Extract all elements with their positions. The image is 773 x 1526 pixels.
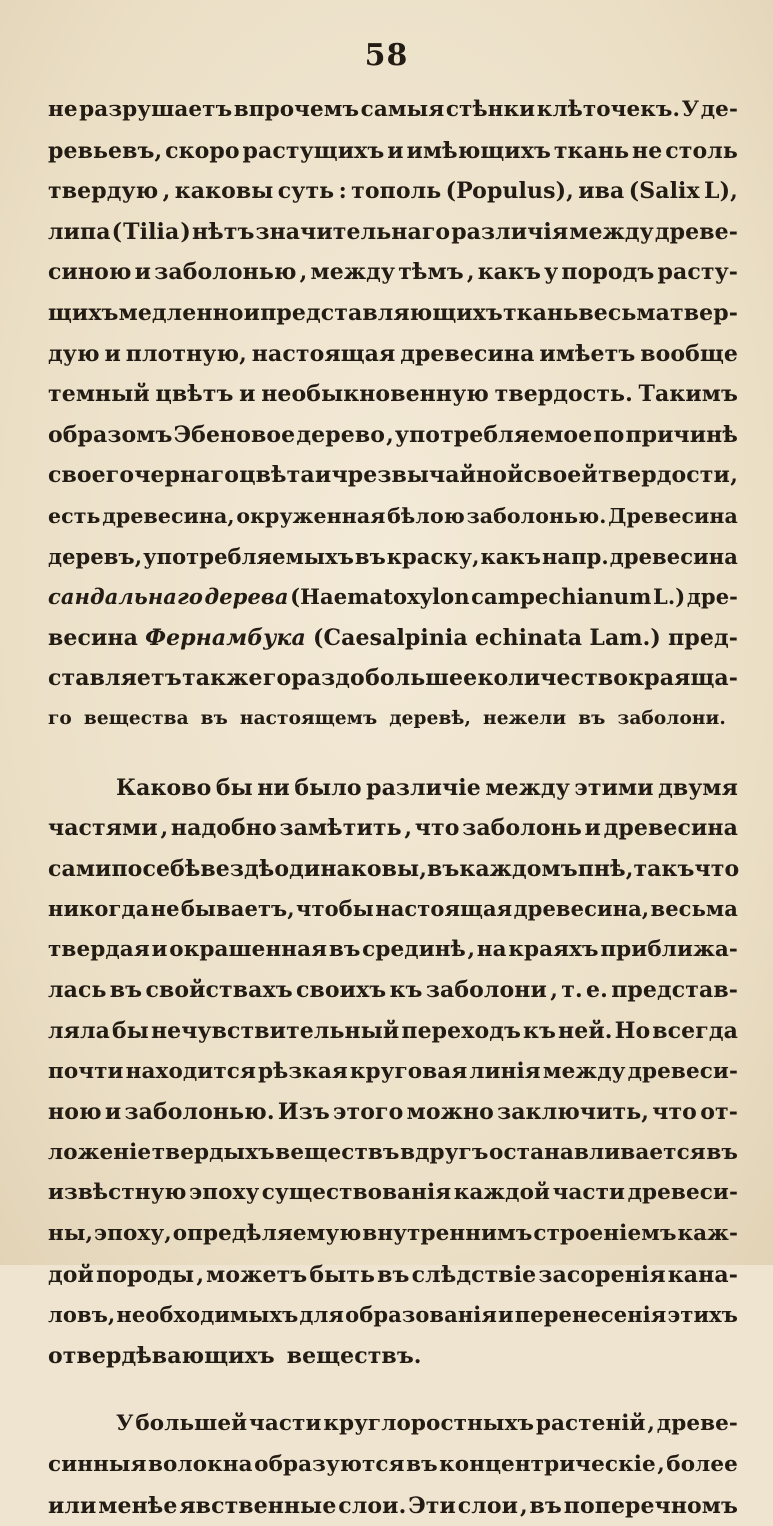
word: пред-	[668, 624, 738, 651]
word: и	[104, 340, 121, 367]
word: т.	[561, 977, 583, 1004]
word: ны,	[48, 1221, 94, 1247]
word: клѣточекъ.	[536, 97, 681, 122]
word: ловъ,	[48, 1302, 116, 1328]
word: твердая	[48, 936, 150, 962]
word: синныя	[48, 1452, 147, 1477]
word: дую	[48, 340, 100, 367]
text-line	[48, 930, 738, 971]
word: древесина	[400, 340, 535, 367]
word: ,	[160, 815, 169, 842]
word: къ	[523, 1018, 556, 1045]
text-line	[48, 537, 738, 578]
word: веществъ.	[286, 1342, 422, 1369]
word: круговая	[349, 1058, 468, 1084]
word: ,	[162, 178, 171, 205]
word: чернаго	[134, 462, 240, 489]
word: деревѣ,	[389, 707, 472, 729]
word: этого	[333, 1099, 404, 1126]
word: ,	[386, 421, 394, 448]
word: также	[182, 665, 263, 692]
word: рѣзкая	[258, 1058, 348, 1084]
page-number: 58	[364, 38, 409, 73]
word: ставляетъ	[48, 665, 182, 692]
word: количество	[477, 665, 628, 692]
word: чрезвычайной	[331, 462, 524, 489]
word: гораздо	[262, 665, 365, 692]
word: между	[485, 774, 570, 801]
text-line	[48, 455, 738, 496]
word: къ	[389, 977, 423, 1004]
word: каж-	[677, 1221, 738, 1247]
text-line	[48, 1173, 738, 1214]
word: большей	[135, 1411, 248, 1437]
text-line	[48, 374, 738, 415]
word: вещества	[83, 707, 189, 729]
word: необходимыхъ	[116, 1302, 299, 1328]
word: окрашенная	[169, 936, 328, 962]
text-line	[48, 212, 738, 253]
word: ,	[196, 1261, 205, 1288]
word: заболонью.	[124, 1099, 275, 1126]
word: заболони.	[617, 707, 726, 729]
word: echinata	[474, 624, 583, 651]
word: образованія	[345, 1302, 497, 1328]
word: древесина	[603, 815, 738, 842]
word: большее	[365, 665, 478, 692]
word: срединѣ	[362, 936, 466, 962]
word: въ	[328, 936, 361, 962]
word: не	[632, 137, 663, 164]
word: въ	[706, 1139, 738, 1165]
word: впрочемъ	[233, 97, 360, 122]
text-line	[48, 1445, 738, 1486]
word: различіе	[366, 774, 481, 801]
word: настоящемъ	[239, 707, 378, 729]
word: campechianum	[471, 584, 652, 610]
word: твердость.	[494, 381, 633, 408]
word: и	[243, 299, 261, 326]
text-line	[48, 1092, 738, 1133]
word: древесина	[609, 543, 738, 569]
text-line	[48, 1295, 738, 1336]
word: приближа-	[600, 936, 738, 962]
word: заболонью.	[466, 503, 607, 528]
word: и	[134, 259, 152, 286]
word: ляла	[48, 1018, 110, 1045]
text-body	[48, 90, 738, 1526]
word: вездѣ	[200, 855, 275, 882]
word: ,	[466, 259, 475, 286]
word: ,	[647, 1411, 655, 1437]
text-line	[48, 171, 738, 212]
word: или	[48, 1492, 97, 1519]
paragraph-gap	[48, 740, 738, 768]
word: останавливается	[489, 1139, 706, 1165]
word: Такимъ	[638, 381, 738, 408]
word: слѣдствіе	[411, 1261, 537, 1288]
word: е.	[586, 977, 608, 1004]
word: дерево	[296, 421, 385, 448]
text-line	[48, 1011, 738, 1052]
word: нечувствительный	[150, 1018, 400, 1045]
word: образомъ	[48, 421, 173, 448]
word: и	[104, 1099, 122, 1126]
word: своего	[48, 462, 135, 489]
word: по	[111, 855, 143, 882]
word: и	[314, 462, 332, 489]
word: въ	[200, 707, 228, 729]
word: )	[180, 218, 191, 245]
word: древе-	[656, 1411, 738, 1437]
text-line	[48, 970, 738, 1011]
word: не	[150, 896, 180, 922]
word: находится	[125, 1058, 256, 1084]
word: твердости	[598, 462, 730, 489]
word: и	[387, 137, 404, 164]
word: заболони	[425, 977, 547, 1004]
word: древе-	[654, 218, 738, 245]
word: причинѣ	[625, 421, 738, 448]
word: веществъ	[275, 1139, 400, 1165]
text-line	[48, 768, 738, 809]
word: L.)	[652, 584, 686, 610]
text-line	[48, 1404, 738, 1445]
word: Но	[614, 1018, 651, 1045]
word: необыкновенную	[261, 381, 489, 408]
word: вообще	[640, 340, 738, 367]
word: и	[584, 815, 601, 842]
word: деревъ,	[48, 543, 143, 569]
word: синою	[48, 259, 132, 286]
text-line	[48, 1214, 738, 1255]
word: отвердѣвающихъ	[48, 1342, 275, 1369]
word: темный	[48, 381, 150, 408]
word: каковы	[174, 178, 274, 205]
word: по	[593, 421, 625, 448]
word: менѣе	[98, 1492, 178, 1519]
word: краску,	[386, 543, 480, 569]
word: быть	[309, 1261, 376, 1288]
word: волокна	[148, 1452, 253, 1477]
word: для	[299, 1302, 345, 1328]
word: цвѣтъ	[155, 381, 234, 408]
text-line	[48, 1133, 738, 1174]
word: тополь	[351, 178, 442, 205]
word: растеній	[535, 1411, 646, 1437]
word: породы	[96, 1261, 195, 1288]
text-line	[48, 496, 738, 537]
word: каждой	[453, 1180, 551, 1206]
word: и	[498, 1302, 514, 1328]
word: самыя	[360, 97, 445, 122]
word: щихъ	[48, 299, 119, 326]
word: (Populus),	[445, 178, 574, 205]
text-line	[48, 293, 738, 334]
word: сами	[48, 855, 112, 882]
word: У	[116, 1411, 134, 1437]
word: что	[694, 855, 740, 882]
word: Эбеновое	[173, 421, 296, 448]
word: разрушаетъ	[79, 97, 233, 122]
word: эпоху,	[93, 1221, 172, 1247]
word: въ	[529, 1492, 562, 1519]
word: настоящая	[375, 896, 513, 922]
word: въ	[354, 543, 386, 569]
word: имѣющихъ	[406, 137, 551, 164]
word: заключить,	[497, 1099, 650, 1126]
word: извѣстную	[48, 1180, 187, 1206]
word: такъ	[633, 855, 695, 882]
word: твер-	[670, 299, 738, 326]
word: древесина,	[513, 896, 650, 922]
word: своей	[523, 462, 598, 489]
word: имѣетъ	[539, 340, 636, 367]
word: не	[48, 97, 78, 122]
word: никогда	[48, 896, 150, 922]
word: на	[476, 936, 507, 962]
word: одинаковы,	[274, 855, 427, 882]
word: ,	[657, 1452, 665, 1477]
word: внутреннимъ	[362, 1221, 533, 1247]
word: древеси-	[627, 1180, 738, 1206]
word: скоро	[165, 137, 240, 164]
word: дерева	[204, 584, 289, 610]
word: строеніемъ	[533, 1221, 677, 1247]
word: древесина,	[102, 503, 235, 528]
word: сандальнаго	[48, 584, 203, 610]
word: твердую	[48, 178, 159, 205]
word: твердыхъ	[151, 1139, 275, 1165]
word: краяща-	[628, 665, 738, 692]
word: весьма	[650, 896, 738, 922]
word: настоящая	[251, 340, 396, 367]
word: заболонь	[462, 815, 582, 842]
word: надобно	[170, 815, 277, 842]
word: значительнаго	[255, 218, 451, 245]
word: медленно	[118, 299, 244, 326]
word: бы	[111, 1018, 149, 1045]
word: слои	[457, 1492, 519, 1519]
word: :	[338, 178, 347, 205]
word: ткань	[553, 137, 630, 164]
word: этихъ	[667, 1302, 738, 1328]
word: Изъ	[277, 1099, 330, 1126]
word: де-	[700, 97, 738, 122]
word: го	[48, 707, 72, 729]
text-line	[48, 90, 738, 131]
word: расту-	[657, 259, 738, 286]
word: окруженная	[236, 503, 386, 528]
paragraph	[48, 90, 738, 740]
word: породъ	[561, 259, 655, 286]
word: L),	[704, 178, 738, 205]
word: суть	[277, 178, 335, 205]
text-line	[48, 252, 738, 293]
word: этими	[574, 774, 654, 801]
word: ,	[404, 815, 413, 842]
word: линія	[469, 1058, 541, 1084]
word: было	[294, 774, 362, 801]
word: ни	[257, 774, 290, 801]
word: переходъ	[401, 1018, 521, 1045]
word: можетъ	[206, 1261, 308, 1288]
word: липа	[48, 218, 111, 245]
word: части	[552, 1180, 626, 1206]
word: въ	[406, 1452, 438, 1477]
text-line	[48, 849, 738, 890]
word: нежели	[483, 707, 567, 729]
word: себѣ	[142, 855, 201, 882]
word: весьма	[578, 299, 670, 326]
word: слои.	[338, 1492, 407, 1519]
paragraph-gap	[48, 1376, 738, 1404]
word: представляющихъ	[260, 299, 503, 326]
word: въ	[426, 855, 460, 882]
word: ,	[730, 462, 738, 489]
word: ,	[550, 977, 558, 1004]
word: двумя	[658, 774, 738, 801]
word: различія	[451, 218, 569, 245]
word: плотную,	[125, 340, 247, 367]
text-line	[48, 808, 738, 849]
word: въ	[377, 1261, 410, 1288]
word: ложеніе	[48, 1139, 152, 1165]
word: Фернамбука	[145, 624, 306, 651]
word: замѣтить	[279, 815, 402, 842]
word: частями	[48, 815, 158, 842]
word: что	[414, 815, 460, 842]
word: бы	[215, 774, 253, 801]
word: образуются	[254, 1452, 405, 1477]
word: заболонью	[154, 259, 297, 286]
word: пнѣ,	[577, 855, 634, 882]
text-line	[48, 1255, 738, 1296]
word: стѣнки	[445, 97, 536, 122]
word: Древесина	[608, 503, 738, 528]
word: части	[249, 1411, 322, 1437]
word: всегда	[652, 1018, 738, 1045]
word: Lam.)	[589, 624, 661, 651]
text-line	[48, 1336, 738, 1377]
word: что	[652, 1099, 697, 1126]
text-line	[48, 1052, 738, 1093]
word: чтобы	[295, 896, 374, 922]
word: (Caesalpinia	[313, 624, 468, 651]
word: въ	[578, 707, 606, 729]
text-line	[48, 889, 738, 930]
word: представ-	[611, 977, 738, 1004]
word: Tilia	[123, 218, 180, 245]
text-line	[48, 1486, 738, 1526]
word: какъ	[477, 259, 541, 286]
word: употребляемое	[394, 421, 593, 448]
word: У	[681, 97, 700, 122]
word: более	[666, 1452, 738, 1477]
word: цвѣта	[239, 462, 315, 489]
text-line	[48, 658, 738, 699]
word: своихъ	[296, 977, 387, 1004]
word: ревьевъ,	[48, 137, 163, 164]
text-line	[48, 577, 738, 618]
word: между	[542, 1058, 626, 1084]
word: и	[151, 936, 168, 962]
word: ткань	[502, 299, 579, 326]
word: ,	[519, 1492, 528, 1519]
word: эпоху	[189, 1180, 260, 1206]
word: у	[544, 259, 559, 286]
word: въ	[109, 977, 143, 1004]
word: дой	[48, 1261, 94, 1288]
word: от-	[700, 1099, 738, 1126]
word: ,	[467, 936, 476, 962]
word: лась	[48, 977, 107, 1004]
text-line	[48, 334, 738, 375]
word: свойствахъ	[145, 977, 293, 1004]
word: почти	[48, 1058, 124, 1084]
text-line	[48, 618, 738, 659]
text-line	[48, 131, 738, 172]
word: (Salix	[628, 178, 700, 205]
word: столь	[665, 137, 738, 164]
paragraph	[48, 768, 738, 1377]
word: есть	[48, 503, 101, 528]
word: дре-	[686, 584, 738, 610]
word: ною	[48, 1099, 102, 1126]
word: какъ	[480, 543, 541, 569]
word: засоренія	[538, 1261, 666, 1288]
word: бываетъ,	[180, 896, 295, 922]
word: древеси-	[627, 1058, 738, 1084]
word: кана-	[667, 1261, 738, 1288]
word: можно	[406, 1099, 494, 1126]
word: Каково	[116, 774, 212, 801]
text-line	[48, 699, 738, 740]
word: употребляемыхъ	[143, 543, 354, 569]
word: Эти	[408, 1492, 456, 1519]
word: перенесенія	[514, 1302, 667, 1328]
word: ива	[578, 178, 625, 205]
word: (	[111, 218, 123, 245]
word: между	[569, 218, 654, 245]
word: нѣтъ	[191, 218, 255, 245]
word: явственные	[179, 1492, 337, 1519]
word: каждомъ	[459, 855, 578, 882]
word: ,	[299, 259, 308, 286]
word: ней.	[558, 1018, 613, 1045]
word: краяхъ	[508, 936, 599, 962]
word: концентрическіе	[439, 1452, 656, 1477]
word: опредѣляемую	[172, 1221, 362, 1247]
word: вдругъ	[400, 1139, 489, 1165]
word: тѣмъ	[398, 259, 464, 286]
word: растущихъ	[242, 137, 385, 164]
word: поперечномъ	[563, 1492, 738, 1519]
word: и	[239, 381, 256, 408]
text-line	[48, 415, 738, 456]
word: существованія	[261, 1180, 452, 1206]
word: между	[310, 259, 396, 286]
word: весина	[48, 624, 138, 651]
word: бѣлою	[387, 503, 465, 528]
word: круглоростныхъ	[323, 1411, 535, 1437]
word: (Haematoxylon	[290, 584, 470, 610]
paragraph	[48, 1404, 738, 1526]
word: напр.	[541, 543, 609, 569]
